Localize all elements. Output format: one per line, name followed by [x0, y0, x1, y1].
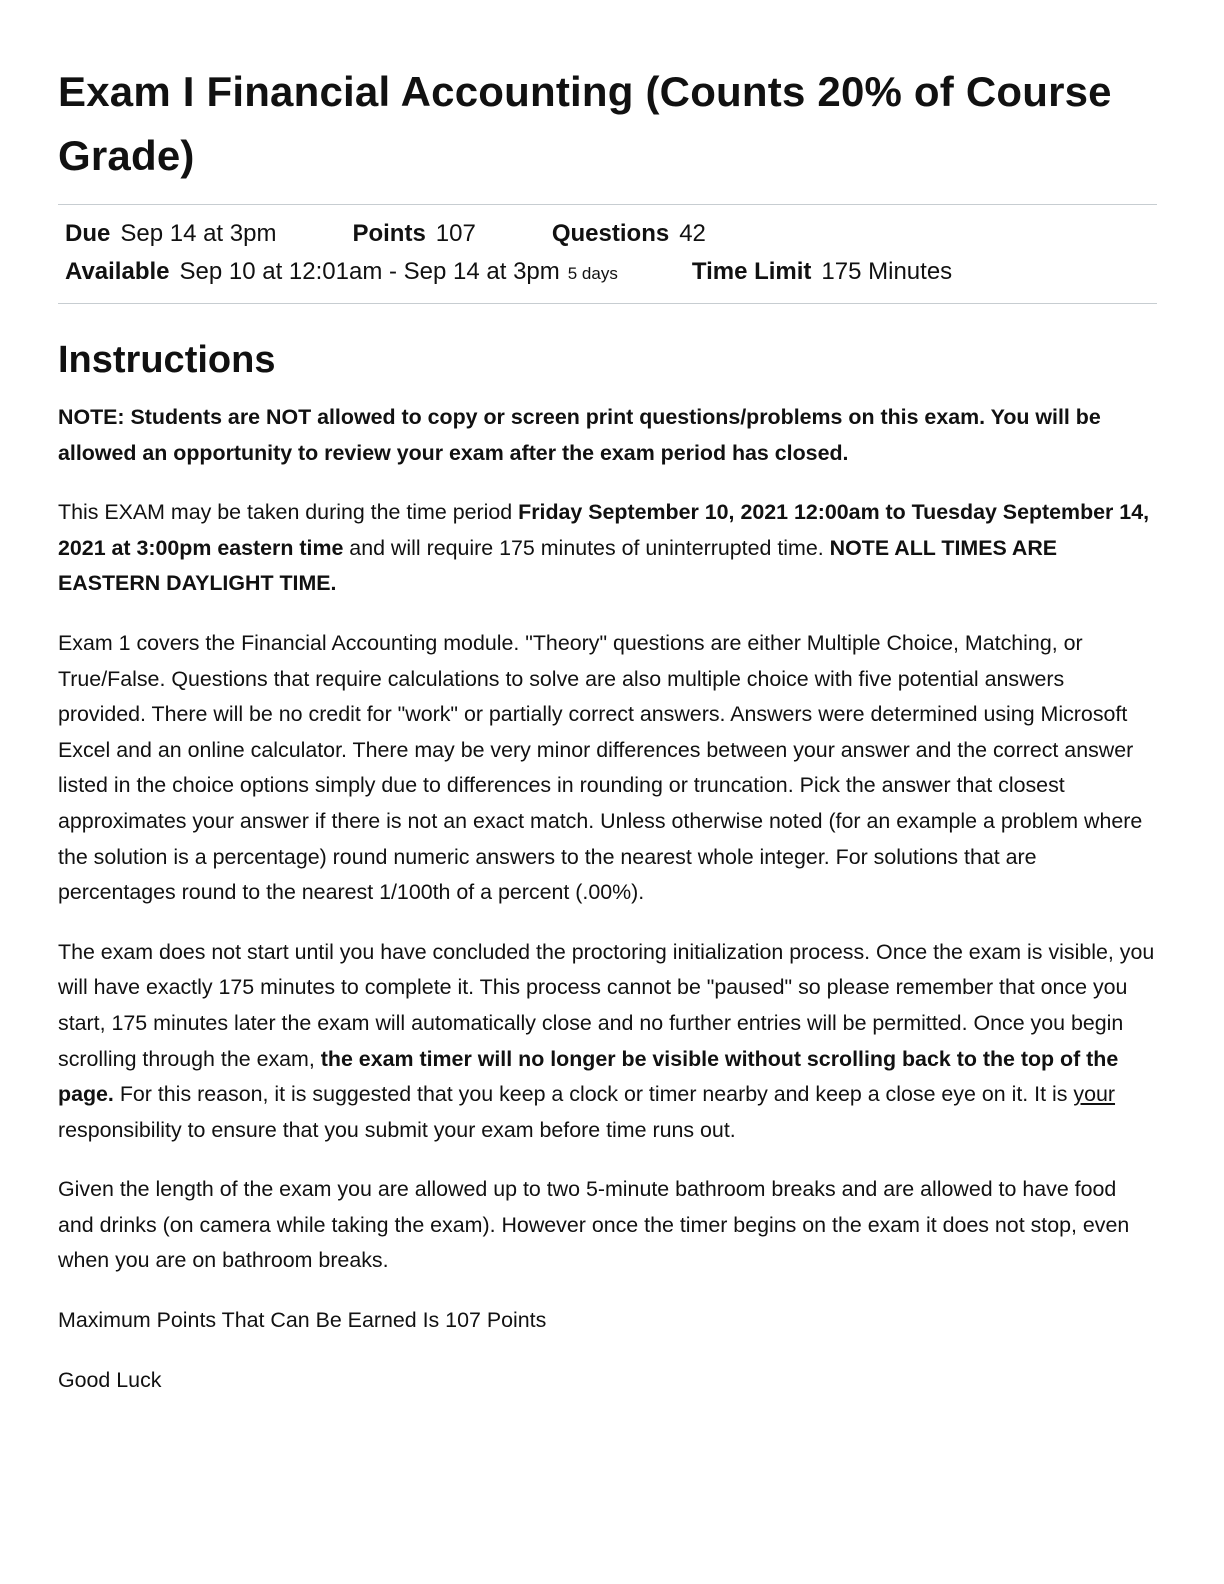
- points-label: Points: [352, 220, 426, 247]
- instructions-good-luck: Good Luck: [58, 1367, 162, 1392]
- proctoring-text-c: For this reason, it is suggested that you keep a clock or timer nearby and keep a close eye on it. It is: [113, 1082, 1074, 1107]
- divider-bottom: [58, 303, 1157, 304]
- details-row-2: [65, 253, 1157, 293]
- time-period-text-a: This EXAM may be taken during the time period: [58, 500, 519, 525]
- time-zone-note: NOTE ALL TIMES ARE EASTERN DAYLIGHT TIME.: [58, 535, 1058, 596]
- instructions-coverage: Exam 1 covers the Financial Accounting module. "Theory" questions are either Multiple Choice, Matching, or True/False. Questions that require calculations to solve are also multiple choice with five potential answers provided. There will be no credit for "work" or partially correct answers. Answers were determined using Microsoft Excel and an online calculator. There may be very minor differences between your answer and the correct answer listed in the choice options simply due to differences in rounding or truncation. Pick the answer that closest approximates your answer if there is not an exact match. Unless otherwise noted (for an example a problem where the solution is a percentage) round numeric answers to the nearest whole integer. For solutions that are percentages round to the nearest 1/100th of a percent (.00%).: [58, 630, 1143, 905]
- instructions-heading: Instructions: [58, 339, 276, 381]
- time-period-dates: Friday September 10, 2021 12:00am to Tuesday September 14, 2021 at 3:00pm eastern time: [58, 500, 1150, 560]
- exam-details: [58, 205, 1157, 303]
- time-limit-item: [692, 253, 952, 291]
- instructions-time-period: [58, 495, 1157, 602]
- due-item: [65, 215, 276, 253]
- instructions-breaks: Given the length of the exam you are allowed up to two 5-minute bathroom breaks and are allowed to have food and drinks (on camera while taking the exam). However once the timer begins on the exam it does not stop, even when you are on bathroom breaks.: [58, 1177, 1130, 1273]
- details-row-1: [65, 215, 1157, 253]
- available-days: 5 days: [567, 264, 618, 283]
- instructions-proctoring: [58, 935, 1157, 1149]
- your-underlined: your: [1073, 1082, 1116, 1107]
- instructions-max-points: Maximum Points That Can Be Earned Is 107 Points: [58, 1308, 547, 1333]
- questions-label: Questions: [551, 220, 670, 247]
- proctoring-text-a: The exam does not start until you have concluded the proctoring initialization process. Once the exam is visible, you will have exactly 175 minutes to complete it. This process cannot be "paused" so please remember that once you start, 175 minutes later the exam will automatically close and no further entries will be permitted. Once you begin scrolling through the exam,: [58, 939, 1155, 1071]
- questions-item: [552, 215, 706, 253]
- note-bold-text: NOTE: Students are NOT allowed to copy or screen print questions/problems on this exam. You will be allowed an opportunity to review your exam after the exam period has closed.: [58, 405, 1101, 465]
- instructions-note: [58, 400, 1157, 471]
- due-value: Sep 14 at 3pm: [120, 220, 277, 247]
- time-limit-value: 175 Minutes: [821, 258, 953, 285]
- timer-warning: the exam timer will no longer be visible without scrolling back to the top of the page.: [58, 1046, 1119, 1107]
- due-label: Due: [65, 220, 111, 247]
- exam-page: [58, 60, 1157, 1422]
- exam-title: Exam I Financial Accounting (Counts 20% of Course Grade): [58, 68, 1112, 179]
- available-item: [65, 253, 618, 293]
- proctoring-text-e: responsibility to ensure that you submit your exam before time runs out.: [58, 1117, 736, 1142]
- points-value: 107: [435, 220, 476, 247]
- questions-value: 42: [679, 220, 706, 247]
- time-limit-label: Time Limit: [691, 258, 812, 285]
- available-label: Available: [65, 258, 170, 285]
- available-value: Sep 10 at 12:01am - Sep 14 at 3pm: [179, 258, 560, 285]
- points-item: [352, 215, 475, 253]
- time-period-text-c: and will require 175 minutes of uninterrupted time.: [343, 535, 830, 560]
